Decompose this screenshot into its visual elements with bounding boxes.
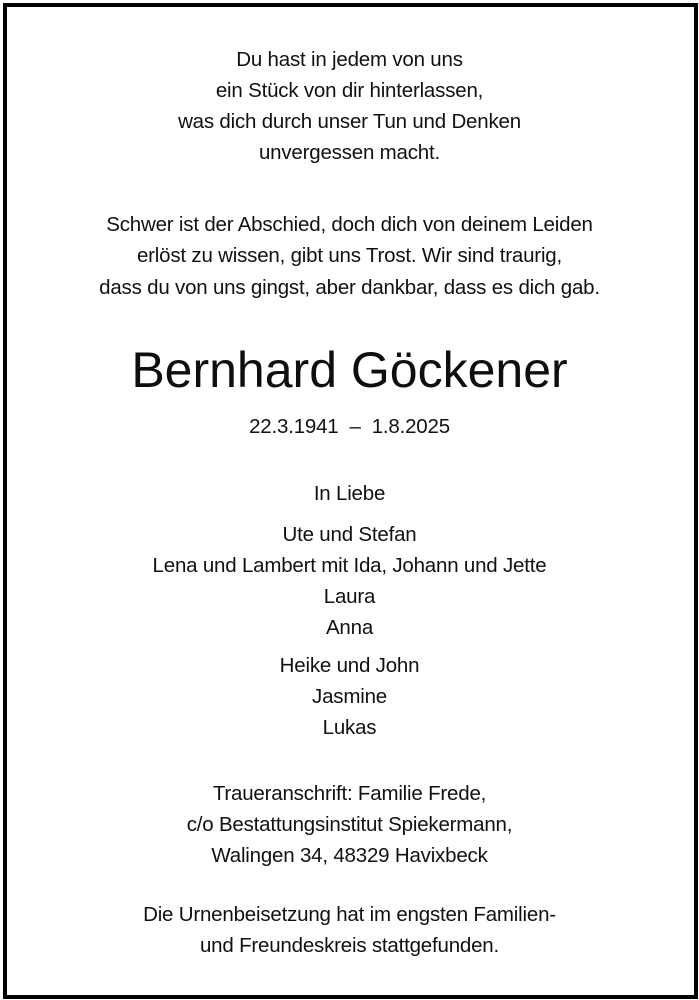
mourner-line: Heike und John <box>279 654 420 677</box>
address-line: Walingen 34, 48329 Havixbeck <box>211 844 488 867</box>
mourner-line: Jasmine <box>312 685 387 708</box>
mourner-line: Lukas <box>322 716 377 739</box>
verse-line: unvergessen macht. <box>258 141 440 164</box>
deceased-name: Bernhard Göckener <box>131 342 568 398</box>
consolation-line: erlöst zu wissen, gibt uns Trost. Wir sind traurig, <box>136 244 562 267</box>
burial-note-line: Die Urnenbeisetzung hat im engsten Familien- <box>143 903 556 926</box>
mourner-line: Lena und Lambert mit Ida, Johann und Jette <box>152 554 547 577</box>
mourners-intro: In Liebe <box>313 482 386 505</box>
address-line: Traueranschrift: Familie Frede, <box>212 782 487 805</box>
verse-line: was dich durch unser Tun und Denken <box>178 110 521 133</box>
verse-line: ein Stück von dir hinterlassen, <box>215 79 484 102</box>
verse-line: Du hast in jedem von uns <box>236 48 463 71</box>
mourner-line: Laura <box>323 585 376 608</box>
address-line: c/o Bestattungsinstitut Spiekermann, <box>186 813 513 836</box>
consolation-line: Schwer ist der Abschied, doch dich von deinem Leiden <box>106 213 593 236</box>
life-dates: 22.3.1941 – 1.8.2025 <box>249 415 450 438</box>
mourner-line: Anna <box>325 616 374 639</box>
burial-note-line: und Freundeskreis stattgefunden. <box>199 934 500 957</box>
mourner-line: Ute und Stefan <box>282 523 417 546</box>
consolation-line: dass du von uns gingst, aber dankbar, dass es dich gab. <box>99 276 600 299</box>
